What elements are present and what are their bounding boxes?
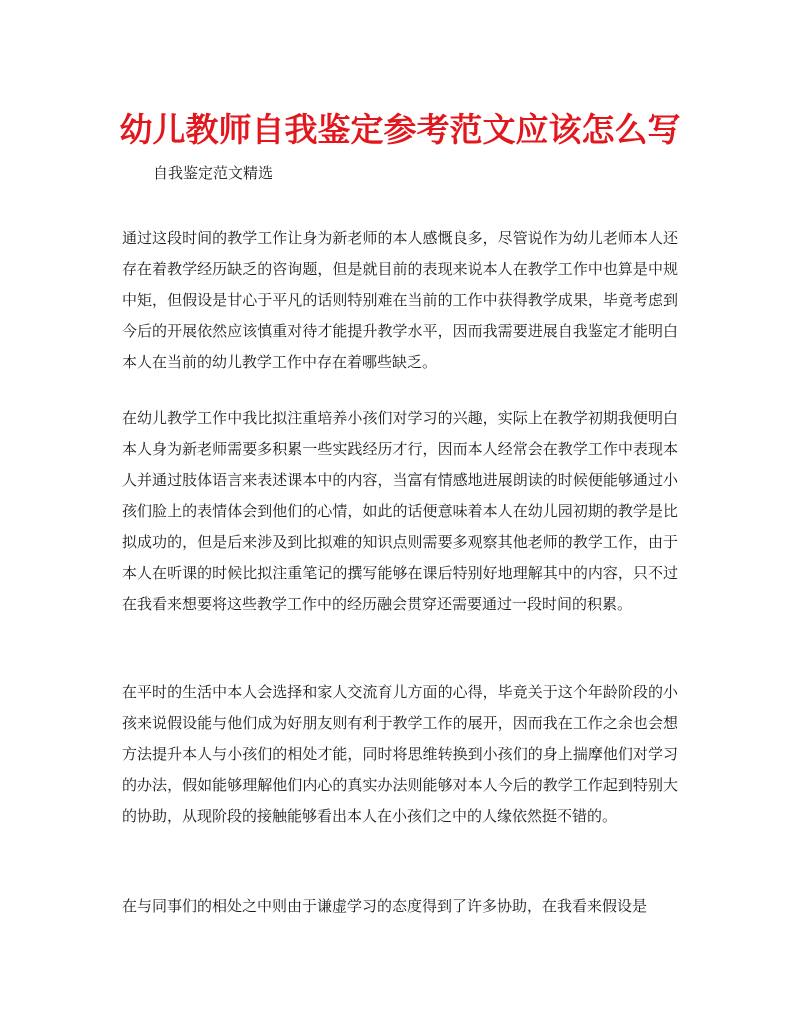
body-paragraph-4: 在与同事们的相处之中则由于谦虚学习的态度得到了许多协助，在我看来假设是: [122, 897, 648, 915]
body-paragraph-3: 在平时的生活中本人会选择和家人交流育儿方面的心得，毕竟关于这个年龄阶段的小孩来说假设能与他们成为好朋友则有利于教学工作的展开，因而我在工作之余也会想方法提升本人与小孩们的相处才能，同时将思维转换到小孩们的身上揣摩他们对学习的办法，假如能够理解他们内心的真实办法则能够对本人今后的教学工作起到特别大的协助，从现阶段的接触能够看出本人在小孩们之中的人缘依然挺不错的。: [122, 683, 678, 825]
document-title: 幼儿教师自我鉴定参考范文应该怎么写: [119, 110, 681, 149]
body-paragraph-1: 通过这段时间的教学工作让身为新老师的本人感慨良多，尽管说作为幼儿老师本人还存在着教学经历缺乏的咨询题，但是就目前的表现来说本人在教学工作中也算是中规中矩，但假设是甘心于平凡的话则特别难在当前的工作中获得教学成果，毕竟考虑到今后的开展依然应该慎重对待才能提升教学水平，因而我需要进展自我鉴定才能明白本人在当前的幼儿教学工作中存在着哪些缺乏。: [122, 229, 678, 371]
body-paragraph-2: 在幼儿教学工作中我比拟注重培养小孩们对学习的兴趣，实际上在教学初期我便明白本人身为新老师需要多积累一些实践经历才行，因而本人经常会在教学工作中表现本人并通过肢体语言来表述课本中的内容，当富有情感地进展朗读的时候便能够通过小孩们脸上的表情体会到他们的心情，如此的话便意味着本人在幼儿园初期的教学是比拟成功的，但是后来涉及到比拟难的知识点则需要多观察其他老师的教学工作，由于本人在听课的时候比拟注重笔记的撰写能够在课后特别好地理解其中的内容，只不过在我看来想要将这些教学工作中的经历融会贯穿还需要通过一段时间的积累。: [122, 409, 678, 613]
document-subtitle: 自我鉴定范文精选: [153, 164, 274, 182]
